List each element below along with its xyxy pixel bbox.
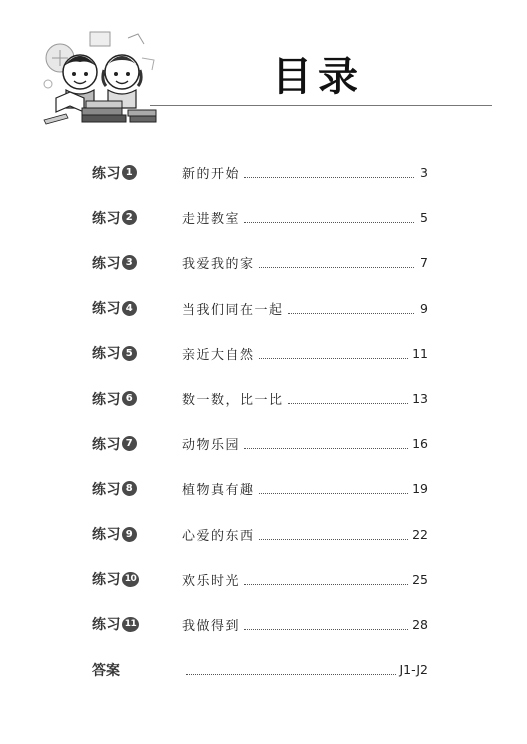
page-title: 目录 bbox=[272, 54, 364, 100]
page-number: 13 bbox=[412, 391, 428, 407]
page-number: 28 bbox=[412, 616, 428, 632]
entry-title: 心爱的东西 bbox=[182, 528, 255, 544]
exercise-number-badge: 8 bbox=[122, 481, 137, 496]
entry-title: 亲近大自然 bbox=[182, 347, 255, 363]
exercise-label bbox=[92, 569, 182, 589]
exercise-number-badge: 9 bbox=[122, 527, 137, 542]
dot-leader bbox=[259, 358, 409, 359]
exercise-label-text: 练习 bbox=[92, 165, 121, 182]
exercise-label-text: 练习 bbox=[92, 346, 121, 363]
exercise-label bbox=[92, 343, 182, 363]
page-number: 11 bbox=[412, 345, 428, 361]
toc-entry[interactable] bbox=[92, 421, 428, 466]
entry-title: 新的开始 bbox=[182, 167, 241, 183]
page-number: 19 bbox=[412, 481, 428, 497]
exercise-label bbox=[92, 389, 182, 409]
page-number: 16 bbox=[412, 436, 428, 452]
dot-leader bbox=[259, 267, 414, 268]
entry-title: 植物真有趣 bbox=[182, 483, 255, 499]
entry-title: 走进教室 bbox=[182, 212, 241, 228]
page-number: J1-J2 bbox=[399, 662, 428, 678]
entry-title: 我做得到 bbox=[182, 618, 241, 634]
exercise-label bbox=[92, 208, 182, 228]
exercise-label-text: 练习 bbox=[92, 391, 121, 408]
toc-entry[interactable] bbox=[92, 331, 428, 376]
exercise-label-text: 练习 bbox=[92, 572, 121, 589]
exercise-label bbox=[92, 253, 182, 273]
entry-title: 我爱我的家 bbox=[182, 257, 255, 273]
exercise-label bbox=[92, 614, 182, 634]
page-number: 5 bbox=[420, 210, 428, 226]
page-number: 7 bbox=[420, 255, 428, 271]
exercise-label bbox=[92, 479, 182, 499]
children-reading-illustration bbox=[38, 28, 166, 128]
header-illustration bbox=[38, 28, 166, 128]
dot-leader bbox=[186, 674, 396, 675]
exercise-label bbox=[92, 524, 182, 544]
dot-leader bbox=[288, 313, 414, 314]
toc-entry[interactable] bbox=[92, 466, 428, 511]
exercise-number-badge: 1 bbox=[122, 165, 137, 180]
page-number: 3 bbox=[420, 165, 428, 181]
exercise-label-text: 练习 bbox=[92, 210, 121, 227]
dot-leader bbox=[244, 584, 408, 585]
entry-title: 数一数，比一比 bbox=[182, 393, 284, 409]
dot-leader bbox=[259, 493, 409, 494]
entry-title: 当我们同在一起 bbox=[182, 302, 284, 318]
exercise-label-text: 练习 bbox=[92, 527, 121, 544]
exercise-label-text: 练习 bbox=[92, 481, 121, 498]
dot-leader bbox=[244, 629, 408, 630]
exercise-label-text: 练习 bbox=[92, 301, 121, 318]
exercise-label-text: 练习 bbox=[92, 255, 121, 272]
exercise-number-badge: 4 bbox=[122, 301, 137, 316]
toc-entry[interactable] bbox=[92, 286, 428, 331]
page-number: 22 bbox=[412, 526, 428, 542]
exercise-number-badge: 3 bbox=[122, 255, 137, 270]
page-number: 9 bbox=[420, 300, 428, 316]
toc-entry[interactable] bbox=[92, 150, 428, 195]
exercise-number-badge: 2 bbox=[122, 210, 137, 225]
exercise-number-badge: 5 bbox=[122, 346, 137, 361]
dot-leader bbox=[244, 448, 408, 449]
toc-entry[interactable] bbox=[92, 602, 428, 647]
answers-label: 答案 bbox=[92, 662, 120, 679]
toc-entry[interactable] bbox=[92, 195, 428, 240]
exercise-number-badge: 11 bbox=[122, 617, 139, 632]
entry-title: 欢乐时光 bbox=[182, 573, 241, 589]
dot-leader bbox=[244, 222, 414, 223]
exercise-label-text: 练习 bbox=[92, 436, 121, 453]
exercise-label bbox=[92, 163, 182, 183]
dot-leader bbox=[259, 539, 409, 540]
exercise-number-badge: 7 bbox=[122, 436, 137, 451]
title-divider bbox=[150, 105, 492, 106]
entry-title: 动物乐园 bbox=[182, 438, 241, 454]
toc-entry[interactable] bbox=[92, 240, 428, 285]
exercise-label-text: 练习 bbox=[92, 617, 121, 634]
toc-entry[interactable] bbox=[92, 376, 428, 421]
exercise-number-badge: 6 bbox=[122, 391, 137, 406]
dot-leader bbox=[288, 403, 409, 404]
exercise-number-badge: 10 bbox=[122, 572, 139, 587]
toc-entry-answers[interactable] bbox=[92, 647, 428, 692]
toc-entry[interactable] bbox=[92, 512, 428, 557]
exercise-label bbox=[92, 298, 182, 318]
page-number: 25 bbox=[412, 571, 428, 587]
dot-leader bbox=[244, 177, 414, 178]
exercise-label bbox=[92, 434, 182, 454]
toc-entry[interactable] bbox=[92, 557, 428, 602]
table-of-contents bbox=[92, 150, 428, 692]
